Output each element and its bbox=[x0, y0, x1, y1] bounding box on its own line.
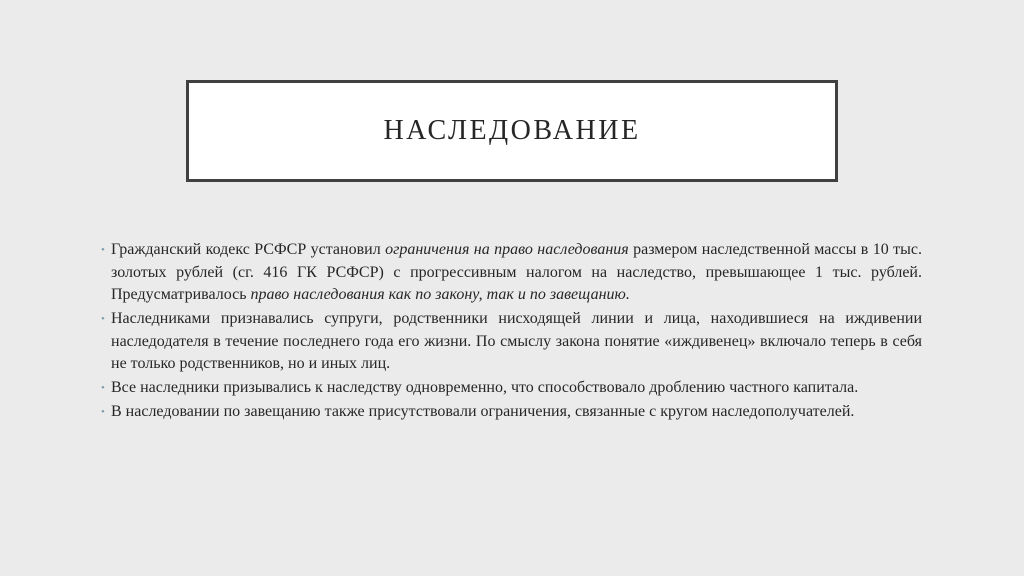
bullet-icon: • bbox=[101, 244, 105, 256]
slide-body bbox=[100, 239, 922, 425]
bullet-text-segment: размером наследственной массы в 10 тыс. золотых рублей (сг. 416 ГК РСФСР) с прогрессивным налогом на наследство, превышающее 1 тыс. рублей. Предусматривалось bbox=[111, 241, 922, 303]
bullet-item bbox=[100, 377, 922, 400]
bullet-icon: • bbox=[101, 406, 105, 418]
bullet-text-segment: Гражданский кодекс РСФСР установил bbox=[111, 241, 386, 258]
bullet-item bbox=[100, 401, 922, 424]
bullet-text-italic: право наследования как по закону, так и по завещанию. bbox=[250, 286, 630, 303]
bullet-text-italic: ограничения на право наследования bbox=[385, 241, 629, 258]
bullet-icon: • bbox=[101, 313, 105, 325]
bullet-text-segment: В наследовании по завещанию также присутствовали ограничения, связанные с кругом наследополучателей. bbox=[111, 403, 855, 420]
bullet-text-segment: Все наследники призывались к наследству одновременно, что способствовало дроблению частного капитала. bbox=[111, 379, 859, 396]
bullet-item bbox=[100, 308, 922, 376]
bullet-text-segment: Наследниками признавались супруги, родственники нисходящей линии и лица, находившиеся на иждивении наследодателя в течение последнего года его жизни. По смыслу закона понятие «иждивенец» включало теперь в себя не только родственников, но и иных лиц. bbox=[111, 310, 922, 372]
title-box bbox=[186, 80, 838, 182]
bullet-icon: • bbox=[101, 382, 105, 394]
slide-title: НАСЛЕДОВАНИЕ bbox=[383, 115, 641, 146]
bullet-item bbox=[100, 239, 922, 307]
